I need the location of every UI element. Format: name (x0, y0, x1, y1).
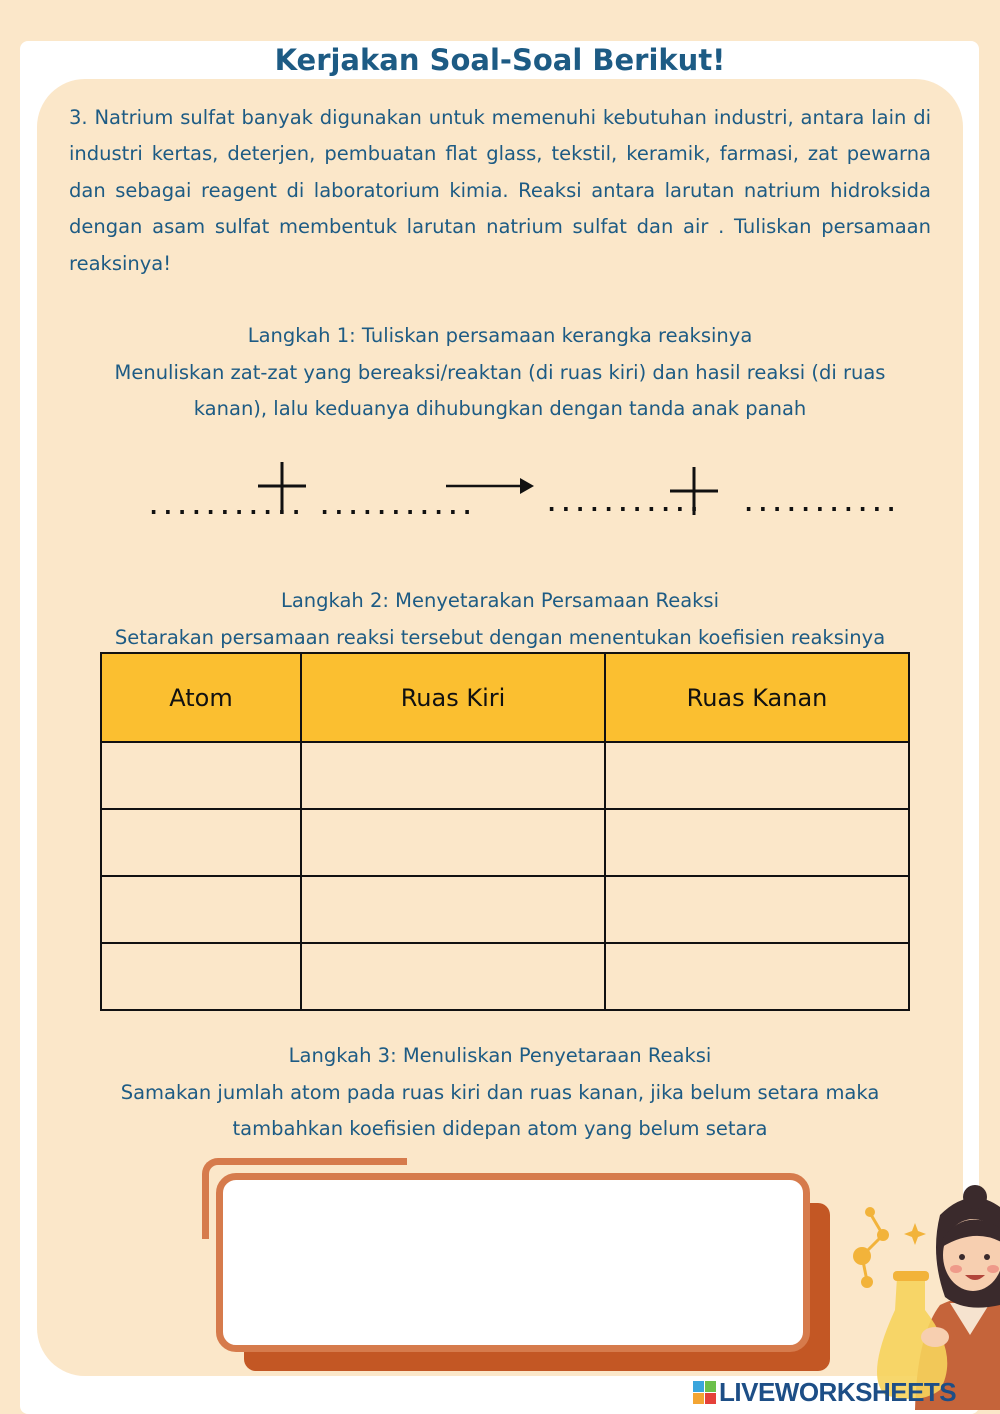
liveworksheets-mark-icon (693, 1381, 716, 1404)
atom-cell[interactable] (101, 809, 301, 876)
ruas-kiri-cell[interactable] (301, 742, 605, 809)
atom-cell[interactable] (101, 742, 301, 809)
table-row (101, 809, 909, 876)
table-header-row (101, 653, 909, 742)
step3-heading: Langkah 3: Menuliskan Penyetaraan Reaksi (288, 1044, 712, 1067)
atom-cell[interactable] (101, 943, 301, 1010)
ruas-kiri-cell[interactable] (301, 876, 605, 943)
table-row (101, 943, 909, 1010)
reactant2-blank[interactable]: ........... (318, 495, 475, 520)
header-ruas-kiri: Ruas Kiri (301, 653, 605, 742)
step2-description: Setarakan persamaan reaksi tersebut dengan menentukan koefisien reaksinya (114, 625, 886, 649)
reaction-arrow-icon (444, 475, 536, 497)
plus-icon (668, 465, 720, 517)
ruas-kiri-cell[interactable] (301, 809, 605, 876)
product2-blank[interactable]: ........... (742, 492, 899, 517)
header-ruas-kanan: Ruas Kanan (605, 653, 909, 742)
balance-table (100, 652, 910, 1011)
answer-box[interactable] (216, 1173, 810, 1352)
ruas-kanan-cell[interactable] (605, 876, 909, 943)
plus-icon (256, 460, 308, 512)
atom-cell[interactable] (101, 876, 301, 943)
reactant1-blank[interactable]: ........... (147, 495, 304, 520)
header-atom: Atom (101, 653, 301, 742)
liveworksheets-logo (693, 1375, 956, 1409)
step3-line1: Samakan jumlah atom pada ruas kiri dan ruas kanan, jika belum setara maka (120, 1080, 880, 1104)
step3-line2: tambahkan koefisien didepan atom yang belum setara (232, 1117, 768, 1140)
table-row (101, 742, 909, 809)
step2-heading: Langkah 2: Menyetarakan Persamaan Reaksi (280, 589, 720, 612)
step3-block (60, 1038, 940, 1148)
step1-line2: kanan), lalu keduanya dihubungkan dengan tanda anak panah (193, 397, 807, 420)
step1-line1: Menuliskan zat-zat yang bereaksi/reaktan (di ruas kiri) dan hasil reaksi (di ruas (114, 360, 886, 384)
step2-block (60, 583, 940, 656)
ruas-kanan-cell[interactable] (605, 742, 909, 809)
ruas-kanan-cell[interactable] (605, 943, 909, 1010)
step1-heading: Langkah 1: Tuliskan persamaan kerangka reaksinya (247, 324, 753, 347)
step1-block (60, 318, 940, 428)
table-row (101, 876, 909, 943)
brand-text: LIVEWORKSHEETS (719, 1376, 957, 1407)
product1-blank[interactable]: ........... (545, 492, 702, 517)
question-text: 3. Natrium sulfat banyak digunakan untuk memenuhi kebutuhan industri, antara lain di industri kertas, deterjen, pembuatan flat glass, tekstil, keramik, farmasi, zat pewarna dan sebagai reagent di laboratorium kimia. Reaksi antara larutan natrium hidroksida dengan asam sulfat membentuk larutan natrium sulfat dan air . Tuliskan persamaan reaksinya! (69, 106, 931, 275)
ruas-kanan-cell[interactable] (605, 809, 909, 876)
page-title: Kerjakan Soal-Soal Berikut! (274, 43, 726, 77)
ruas-kiri-cell[interactable] (301, 943, 605, 1010)
